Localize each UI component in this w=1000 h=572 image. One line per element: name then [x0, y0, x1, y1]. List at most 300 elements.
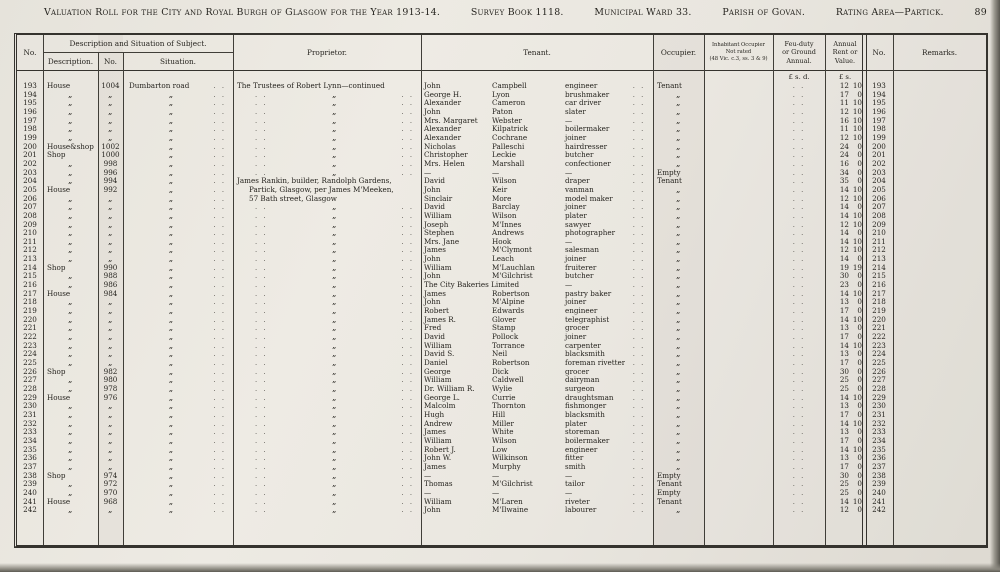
description-cell: „: [68, 506, 73, 515]
inhabitant-occupier-cell: [704, 195, 773, 204]
entry-no: 201: [23, 151, 37, 160]
rent-pounds-cell: 12: [839, 220, 849, 229]
entry-no-right-cell: 205: [872, 185, 886, 194]
situation-cell: „ . .: [168, 436, 226, 446]
tenant-dots-cell: . .: [632, 393, 646, 402]
tenant-dots-cell: . .: [632, 350, 646, 359]
inhabitant-occupier-cell: [704, 169, 773, 178]
tenant-dots-cell: . .: [632, 367, 646, 376]
rent-shillings-cell: 0: [857, 333, 862, 342]
entry-no-right-cell: 208: [872, 211, 886, 220]
entry-no-right-cell: 214: [872, 263, 886, 272]
tenant-surname-cell: Currie: [492, 393, 516, 402]
remarks-cell: [893, 385, 986, 394]
proprietor-cell: . . „ . .: [255, 90, 414, 100]
tenant-surname-cell: Wylie: [492, 384, 513, 393]
description-cell: House: [47, 185, 71, 194]
description-cell: Shop: [47, 263, 66, 272]
entry-no: 202: [23, 159, 37, 168]
street-no-cell: „: [108, 107, 113, 117]
entry-no-right-cell: 226: [872, 367, 886, 376]
occupier-cell: Empty: [657, 168, 681, 177]
tenant-dots-cell: . .: [632, 359, 646, 367]
inhabitant-occupier-cell: [704, 316, 773, 325]
street-no-cell: „: [108, 341, 113, 351]
remarks-cell: [893, 212, 986, 221]
tenant-dots-cell: . .: [632, 203, 646, 212]
entry-no: 229: [23, 393, 37, 402]
occupier-cell: „: [676, 289, 681, 299]
situation-cell: „ . .: [168, 211, 226, 221]
tenant-dots-cell: . .: [632, 255, 646, 264]
proprietor-cell: . . „ . .: [255, 307, 414, 316]
street-no-cell: „: [108, 125, 113, 134]
feu-duty-cell: . .: [792, 506, 806, 515]
rent-shillings-cell: 0: [857, 159, 862, 168]
rent-pounds-cell: 12: [839, 246, 849, 255]
rent-pounds-cell: 14: [839, 315, 849, 324]
inhabitant-occupier-cell: [704, 255, 773, 264]
inhabitant-occupier-cell: [704, 82, 773, 91]
tenant-surname-cell: White: [492, 428, 514, 437]
tenant-forename-cell: John: [424, 506, 441, 515]
situation-cell: „ . .: [168, 255, 226, 264]
situation-cell: „ . .: [168, 428, 226, 437]
description-cell: Shop: [47, 471, 66, 480]
entry-no: 209: [23, 220, 37, 229]
rent-shillings-cell: 0: [857, 410, 862, 419]
entry-no: 239: [23, 480, 37, 489]
street-no-cell: „: [108, 211, 113, 221]
situation-cell: „ . .: [168, 315, 226, 325]
street-no-cell: „: [108, 307, 113, 316]
street-no-cell: „: [108, 506, 113, 515]
inhabitant-occupier-cell: [704, 472, 773, 481]
entry-no-right-cell: 198: [872, 125, 886, 134]
entry-no: 197: [23, 116, 37, 125]
remarks-cell: [893, 281, 986, 290]
entry-no-right-cell: 231: [872, 410, 886, 419]
proprietor-cell: . . „ . .: [255, 471, 414, 481]
situation-cell: „ . .: [168, 497, 226, 507]
rent-shillings-cell: 0: [857, 462, 862, 471]
inhabitant-occupier-cell: [704, 411, 773, 420]
inhabitant-occupier-cell: [704, 480, 773, 489]
rent-pounds-cell: 14: [839, 255, 849, 264]
tenant-forename-cell: Nicholas: [424, 142, 456, 151]
rent-shillings-cell: 10: [852, 393, 862, 402]
proprietor-cell: 57 Bath street, Glasgow: [249, 194, 337, 203]
tenant-dots-cell: . .: [632, 324, 646, 333]
tenant-surname-cell: Palleschi: [492, 142, 525, 151]
proprietor-cell: . . „ . .: [255, 107, 414, 117]
street-no-cell: 972: [103, 480, 118, 489]
inhabitant-occupier-cell: [704, 134, 773, 143]
occupier-cell: „: [676, 419, 681, 429]
tenant-forename-cell: Andrew: [424, 419, 453, 428]
tenant-occupation-cell: joiner: [565, 255, 587, 264]
entry-no-right-cell: 242: [872, 506, 886, 515]
rent-shillings-cell: 10: [852, 237, 862, 246]
street-no-cell: „: [108, 298, 113, 308]
entry-no-right-cell: 217: [872, 289, 886, 298]
header-description-situation-group: Description and Situation of Subject.: [69, 38, 207, 48]
rent-pounds-cell: 30: [839, 367, 849, 376]
street-no-cell: 994: [103, 177, 118, 186]
tenant-forename-cell: Malcolm: [424, 402, 456, 411]
tenant-surname-cell: Leach: [492, 255, 514, 264]
remarks-cell: [893, 195, 986, 204]
tenant-dots-cell: . .: [632, 107, 646, 116]
inhabitant-occupier-cell: [704, 506, 773, 515]
rent-pounds-cell: 14: [839, 237, 849, 246]
entry-no: 235: [23, 445, 37, 454]
inhabitant-occupier-cell: [704, 221, 773, 230]
tenant-forename-cell: David: [424, 333, 446, 342]
tenant-occupation-cell: pastry baker: [565, 289, 612, 298]
occupier-cell: Tenant: [657, 480, 682, 489]
tenant-forename-cell: —: [424, 488, 432, 497]
description-cell: „: [68, 350, 73, 359]
rent-shillings-cell: 10: [852, 125, 862, 134]
tenant-dots-cell: . .: [632, 151, 646, 160]
occupier-cell: „: [676, 402, 681, 411]
remarks-cell: [893, 177, 986, 186]
tenant-forename-cell: Robert J.: [424, 445, 456, 454]
description-cell: „: [68, 246, 73, 256]
occupier-cell: „: [676, 116, 681, 126]
feu-duty-cell: . .: [792, 445, 806, 454]
rent-pounds-cell: 14: [839, 341, 849, 350]
proprietor-cell: . . „ . .: [255, 263, 414, 273]
entry-no-right-cell: 225: [872, 359, 886, 367]
occupier-cell: „: [676, 107, 681, 117]
remarks-cell: [893, 420, 986, 429]
feu-duty-cell: . .: [792, 393, 806, 402]
remarks-cell: [893, 238, 986, 247]
description-cell: „: [68, 133, 73, 143]
proprietor-cell: . . „ . .: [255, 462, 414, 472]
entry-no: 220: [23, 315, 37, 324]
description-cell: „: [68, 281, 73, 290]
inhabitant-occupier-cell: [704, 368, 773, 377]
proprietor-cell: . . „ . .: [255, 151, 414, 160]
occupier-cell: „: [676, 428, 681, 437]
description-cell: „: [68, 203, 73, 212]
tenant-occupation-cell: plater: [565, 211, 587, 220]
tenant-surname-cell: Thornton: [492, 402, 526, 411]
tenant-dots-cell: . .: [632, 410, 646, 419]
table-body-grid: [17, 82, 986, 515]
tenant-forename-cell: Mrs. Helen: [424, 159, 465, 168]
situation-cell: „ . .: [168, 462, 226, 472]
feu-duty-cell: . .: [792, 428, 806, 437]
tenant-occupation-cell: vanman: [565, 185, 594, 194]
feu-duty-cell: . .: [792, 246, 806, 255]
street-no-cell: 1002: [101, 142, 120, 151]
street-no-cell: „: [108, 410, 113, 420]
street-no-cell: „: [108, 99, 113, 108]
remarks-cell: [893, 264, 986, 273]
tenant-occupation-cell: fitter: [565, 454, 584, 463]
entry-no-right-cell: 238: [872, 471, 886, 480]
tenant-forename-cell: William: [424, 436, 452, 445]
occupier-cell: „: [676, 462, 681, 472]
entry-no-right-cell: 197: [872, 116, 886, 125]
masthead-survey-book: Survey Book 1118.: [470, 7, 564, 18]
entry-no: 241: [23, 497, 37, 506]
tenant-dots-cell: . .: [632, 159, 646, 168]
description-cell: House: [47, 82, 71, 90]
tenant-forename-cell: John: [424, 82, 441, 90]
tenant-occupation-cell: —: [565, 116, 573, 125]
entry-no: 234: [23, 436, 37, 445]
description-cell: „: [68, 359, 73, 368]
rent-shillings-cell: 0: [857, 281, 862, 290]
tenant-forename-cell: Christopher: [424, 151, 468, 160]
street-no-cell: „: [108, 220, 113, 230]
entry-no: 199: [23, 133, 37, 142]
header-description: Description.: [47, 56, 94, 66]
valuation-table: [14, 33, 988, 548]
inhabitant-occupier-cell: [704, 160, 773, 169]
tenant-surname-cell: Stamp: [492, 324, 516, 333]
entry-no: 205: [23, 185, 37, 194]
rent-units-label: £ s.: [838, 73, 852, 81]
tenant-occupation-cell: butcher: [565, 151, 594, 160]
rent-pounds-cell: 14: [839, 229, 849, 238]
remarks-cell: [893, 506, 986, 515]
inhabitant-occupier-cell: [704, 91, 773, 100]
tenant-surname-cell: Robertson: [492, 359, 530, 367]
rent-pounds-cell: 14: [839, 497, 849, 506]
description-cell: „: [68, 315, 73, 325]
tenant-surname-cell: M'Gilchrist: [492, 272, 533, 281]
entry-no-right-cell: 230: [872, 402, 886, 411]
tenant-forename-cell: Stephen: [424, 229, 455, 238]
inhabitant-occupier-cell: [704, 437, 773, 446]
tenant-occupation-cell: foreman rivetter: [565, 359, 625, 367]
description-cell: „: [68, 402, 73, 411]
description-cell: „: [68, 125, 73, 134]
rent-pounds-cell: 17: [839, 333, 849, 342]
tenant-forename-cell: James R.: [424, 315, 456, 324]
inhabitant-occupier-cell: [704, 264, 773, 273]
tenant-forename-cell: George H.: [424, 90, 462, 99]
remarks-cell: [893, 91, 986, 100]
tenant-occupation-cell: confectioner: [565, 159, 611, 168]
remarks-cell: [893, 160, 986, 169]
entry-no: 198: [23, 125, 37, 134]
remarks-cell: [893, 472, 986, 481]
rent-pounds-cell: 12: [839, 82, 849, 90]
tenant-forename-cell: George: [424, 367, 451, 376]
tenant-surname-cell: Lyon: [492, 90, 510, 99]
tenant-surname-cell: Campbell: [492, 82, 527, 90]
description-cell: „: [68, 307, 73, 316]
header-occupier: Occupier.: [660, 47, 697, 57]
tenant-occupation-cell: brushmaker: [565, 90, 610, 99]
entry-no: 194: [23, 90, 37, 99]
tenant-occupation-cell: —: [565, 168, 573, 177]
occupier-cell: „: [676, 393, 681, 403]
description-cell: „: [68, 341, 73, 351]
proprietor-cell: . . „ . .: [255, 359, 414, 368]
inhabitant-occupier-cell: [704, 463, 773, 472]
feu-duty-cell: . .: [792, 220, 806, 229]
tenant-dots-cell: . .: [632, 315, 646, 324]
feu-duty-cell: . .: [792, 359, 806, 367]
street-no-cell: 970: [103, 488, 118, 497]
entry-no: 228: [23, 384, 37, 393]
rent-shillings-cell: 10: [852, 220, 862, 229]
street-no-cell: 982: [103, 367, 118, 376]
tenant-dots-cell: . .: [632, 298, 646, 307]
tenant-forename-cell: James: [424, 289, 446, 298]
proprietor-cell: . . „ . .: [255, 324, 414, 334]
tenant-forename-cell: Hugh: [424, 410, 445, 419]
proprietor-cell: . . „ . .: [255, 497, 414, 507]
rent-pounds-cell: 17: [839, 307, 849, 316]
feu-duty-cell: . .: [792, 107, 806, 116]
tenant-forename-cell: Thomas: [424, 480, 453, 489]
tenant-occupation-cell: boilermaker: [565, 125, 610, 134]
tenant-forename-cell: John W.: [424, 454, 452, 463]
situation-cell: „ . .: [168, 90, 226, 100]
occupier-cell: „: [676, 272, 681, 282]
occupier-cell: „: [676, 506, 681, 515]
inhabitant-occupier-cell: [704, 359, 773, 368]
rent-shillings-cell: 0: [857, 142, 862, 151]
occupier-cell: „: [676, 367, 681, 377]
rent-shillings-cell: 0: [857, 480, 862, 489]
description-cell: „: [68, 116, 73, 126]
entry-no: 214: [23, 263, 37, 272]
entry-no: 212: [23, 246, 37, 255]
tenant-occupation-cell: slater: [565, 107, 586, 116]
street-no-cell: 998: [103, 159, 118, 168]
tenant-surname-cell: Hook: [492, 237, 512, 246]
entry-no: 222: [23, 333, 37, 342]
feu-duty-cell: . .: [792, 341, 806, 350]
tenant-occupation-cell: smith: [565, 462, 586, 471]
occupier-cell: „: [676, 350, 681, 359]
feu-duty-cell: . .: [792, 480, 806, 489]
proprietor-cell: . . „ . .: [255, 203, 414, 212]
proprietor-cell: . . „ . .: [255, 237, 414, 247]
occupier-cell: Empty: [657, 488, 681, 497]
street-no-cell: „: [108, 359, 113, 368]
feu-duty-cell: . .: [792, 454, 806, 463]
rent-shillings-cell: 0: [857, 471, 862, 480]
tenant-surname-cell: Low: [492, 445, 508, 454]
rent-pounds-cell: 12: [839, 107, 849, 116]
tenant-occupation-cell: joiner: [565, 133, 587, 142]
street-no-cell: „: [108, 229, 113, 238]
rent-pounds-cell: 30: [839, 272, 849, 281]
entry-no: 242: [23, 506, 37, 515]
tenant-forename-cell: —: [424, 168, 432, 177]
occupier-cell: „: [676, 133, 681, 143]
rent-pounds-cell: 14: [839, 289, 849, 298]
rent-shillings-cell: 10: [852, 99, 862, 108]
rent-shillings-cell: 10: [852, 185, 862, 194]
tenant-occupation-cell: surgeon: [565, 384, 595, 393]
feu-duty-cell: . .: [792, 211, 806, 220]
page-edge-shadow-right: [990, 0, 1000, 572]
tenant-surname-cell: Cochrane: [492, 133, 528, 142]
rent-pounds-cell: 19: [839, 263, 849, 272]
entry-no-right-cell: 210: [872, 229, 886, 238]
rent-pounds-cell: 16: [839, 116, 849, 125]
feu-duty-cell: . .: [792, 410, 806, 419]
description-cell: „: [68, 272, 73, 282]
tenant-forename-cell: William: [424, 376, 452, 385]
entry-no: 224: [23, 350, 37, 359]
feu-duty-cell: . .: [792, 229, 806, 238]
proprietor-cell: . . „ . .: [255, 445, 414, 455]
situation-cell: „ . .: [168, 246, 226, 256]
inhabitant-occupier-cell: [704, 143, 773, 152]
street-no-cell: „: [108, 428, 113, 437]
occupier-cell: Tenant: [657, 82, 682, 90]
tenant-occupation-cell: engineer: [565, 82, 598, 90]
tenant-forename-cell: Joseph: [424, 220, 449, 229]
tenant-surname-cell: Caldwell: [492, 376, 524, 385]
tenant-forename-cell: David: [424, 177, 446, 186]
rent-shillings-cell: 0: [857, 229, 862, 238]
feu-duty-cell: . .: [792, 333, 806, 342]
tenant-occupation-cell: engineer: [565, 445, 598, 454]
description-cell: „: [68, 220, 73, 230]
description-cell: „: [68, 445, 73, 455]
situation-cell: „ . .: [168, 480, 226, 489]
tenant-dots-cell: . .: [632, 289, 646, 298]
remarks-cell: [893, 134, 986, 143]
entry-no-right-cell: 193: [872, 82, 886, 90]
inhabitant-occupier-cell: [704, 454, 773, 463]
street-no-cell: 1000: [101, 151, 120, 160]
street-no-cell: 986: [103, 281, 118, 290]
rent-pounds-cell: 25: [839, 376, 849, 385]
tenant-surname-cell: Barclay: [492, 203, 520, 212]
situation-cell: „ . .: [168, 367, 226, 377]
occupier-cell: „: [676, 410, 681, 420]
rent-pounds-cell: 12: [839, 506, 849, 515]
rent-pounds-cell: 24: [839, 142, 849, 151]
masthead-parish: Parish of Govan.: [722, 7, 806, 18]
proprietor-cell: . . „ . .: [255, 220, 414, 230]
situation-cell: „ . .: [168, 220, 226, 230]
tenant-dots-cell: . .: [632, 333, 646, 342]
occupier-cell: „: [676, 298, 681, 308]
tenant-occupation-cell: fishmonger: [565, 402, 607, 411]
occupier-cell: „: [676, 359, 681, 368]
entry-no-right-cell: 240: [872, 488, 886, 497]
inhabitant-occupier-cell: [704, 177, 773, 186]
tenant-surname-cell: Wilson: [492, 177, 517, 186]
feu-duty-cell: . .: [792, 462, 806, 471]
description-cell: Shop: [47, 367, 66, 376]
inhabitant-occupier-cell: [704, 376, 773, 385]
feu-duty-cell: . .: [792, 263, 806, 272]
feu-duty-cell: . .: [792, 82, 806, 90]
tenant-occupation-cell: joiner: [565, 333, 587, 342]
remarks-cell: [893, 143, 986, 152]
inhabitant-occupier-cell: [704, 298, 773, 307]
feu-duty-cell: . .: [792, 419, 806, 428]
remarks-cell: [893, 272, 986, 281]
